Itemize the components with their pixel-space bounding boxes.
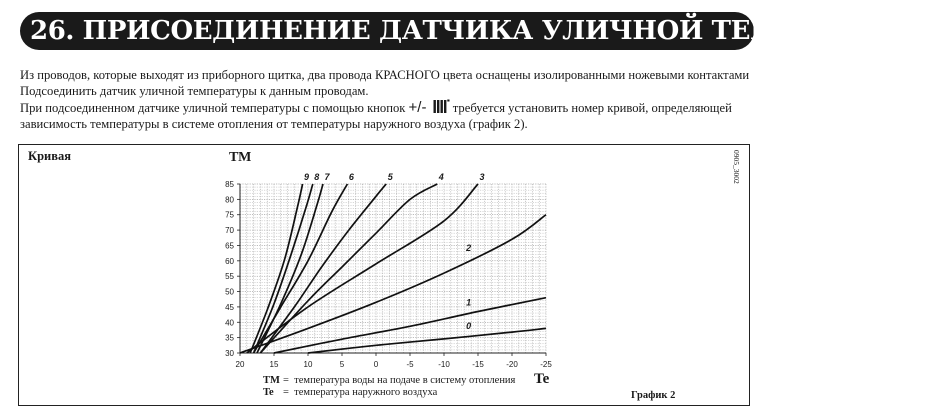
x-tick-label: -25 — [540, 360, 552, 369]
curve-label: Кривая — [28, 149, 71, 163]
plus-minus-symbol: +/- — [408, 99, 427, 116]
y-tick-label: 85 — [225, 180, 234, 189]
x-tick-label: -20 — [506, 360, 518, 369]
x-tick-label: 0 — [373, 360, 379, 369]
x-tick-label: 15 — [269, 360, 279, 369]
y-tick-label: 35 — [225, 333, 234, 343]
curve-label-2: 2 — [466, 242, 472, 253]
paragraph-wires: Из проводов, которые выходят из приборного щитка, два провода КРАСНОГО цвета оснащены изолированными ножевыми контактами Подсоединить датчик уличной температуры к данным проводам. — [20, 68, 750, 98]
legend-symbol-tm: TM — [263, 375, 280, 386]
legend-row-tm — [263, 375, 515, 386]
paragraph-text-end: требуется установить номер кривой, определяющей зависимость температуры в системе отопления от температуры наружного воздуха (график 2). — [20, 101, 732, 131]
y-tick-label: 80 — [225, 195, 234, 205]
curve-label-9: 9 — [304, 172, 310, 182]
curve-label-0: 0 — [466, 320, 472, 331]
y-tick-label: 75 — [225, 210, 234, 220]
legend-text-tm: температура воды на подаче в систему отопления — [294, 375, 516, 386]
x-tick-label: -15 — [472, 360, 484, 369]
legend-eq: = — [283, 375, 289, 386]
x-tick-label: 5 — [339, 360, 345, 369]
legend-row-te — [263, 387, 437, 398]
page-title: 26. ПРИСОЕДИНЕНИЕ ДАТЧИКА УЛИЧНОЙ ТЕМПЕРАТУРЫ — [30, 16, 952, 46]
curve-label-6: 6 — [348, 172, 354, 182]
curve-9 — [250, 184, 302, 353]
legend-eq: = — [283, 387, 289, 398]
curve-label-8: 8 — [314, 172, 320, 182]
y-tick-label: 70 — [225, 226, 234, 236]
y-tick-label: 45 — [225, 302, 234, 312]
y-axis-title: ТМ — [229, 150, 252, 165]
curve-7 — [257, 184, 323, 353]
y-tick-label: 50 — [225, 287, 234, 297]
y-tick-label: 65 — [225, 241, 234, 251]
y-tick-label: 40 — [225, 318, 234, 328]
curve-label-3: 3 — [479, 172, 485, 182]
curve-6 — [254, 184, 348, 353]
graph-caption: График 2 — [631, 390, 676, 401]
legend-text-te: температура наружного воздуха — [294, 387, 438, 398]
curve-label-5: 5 — [387, 172, 393, 182]
y-tick-label: 55 — [225, 272, 234, 282]
curve-label-1: 1 — [466, 297, 472, 308]
x-tick-label: -10 — [438, 360, 450, 369]
y-tick-label: 60 — [225, 256, 234, 266]
figure-code: 0905_3002 — [732, 150, 741, 184]
paragraph-text-start: При подсоединенном датчике уличной температуры с помощью кнопок — [20, 101, 409, 115]
x-axis-title: Te — [534, 371, 550, 387]
curve-2 — [240, 215, 546, 353]
curve-label-4: 4 — [438, 172, 444, 182]
curve-label-7: 7 — [324, 172, 330, 182]
y-tick-label: 30 — [225, 349, 234, 358]
x-tick-label: -5 — [406, 360, 414, 369]
legend-symbol-te: Te — [263, 387, 274, 398]
x-tick-label: 10 — [303, 360, 313, 369]
x-tick-label: 20 — [235, 360, 245, 369]
